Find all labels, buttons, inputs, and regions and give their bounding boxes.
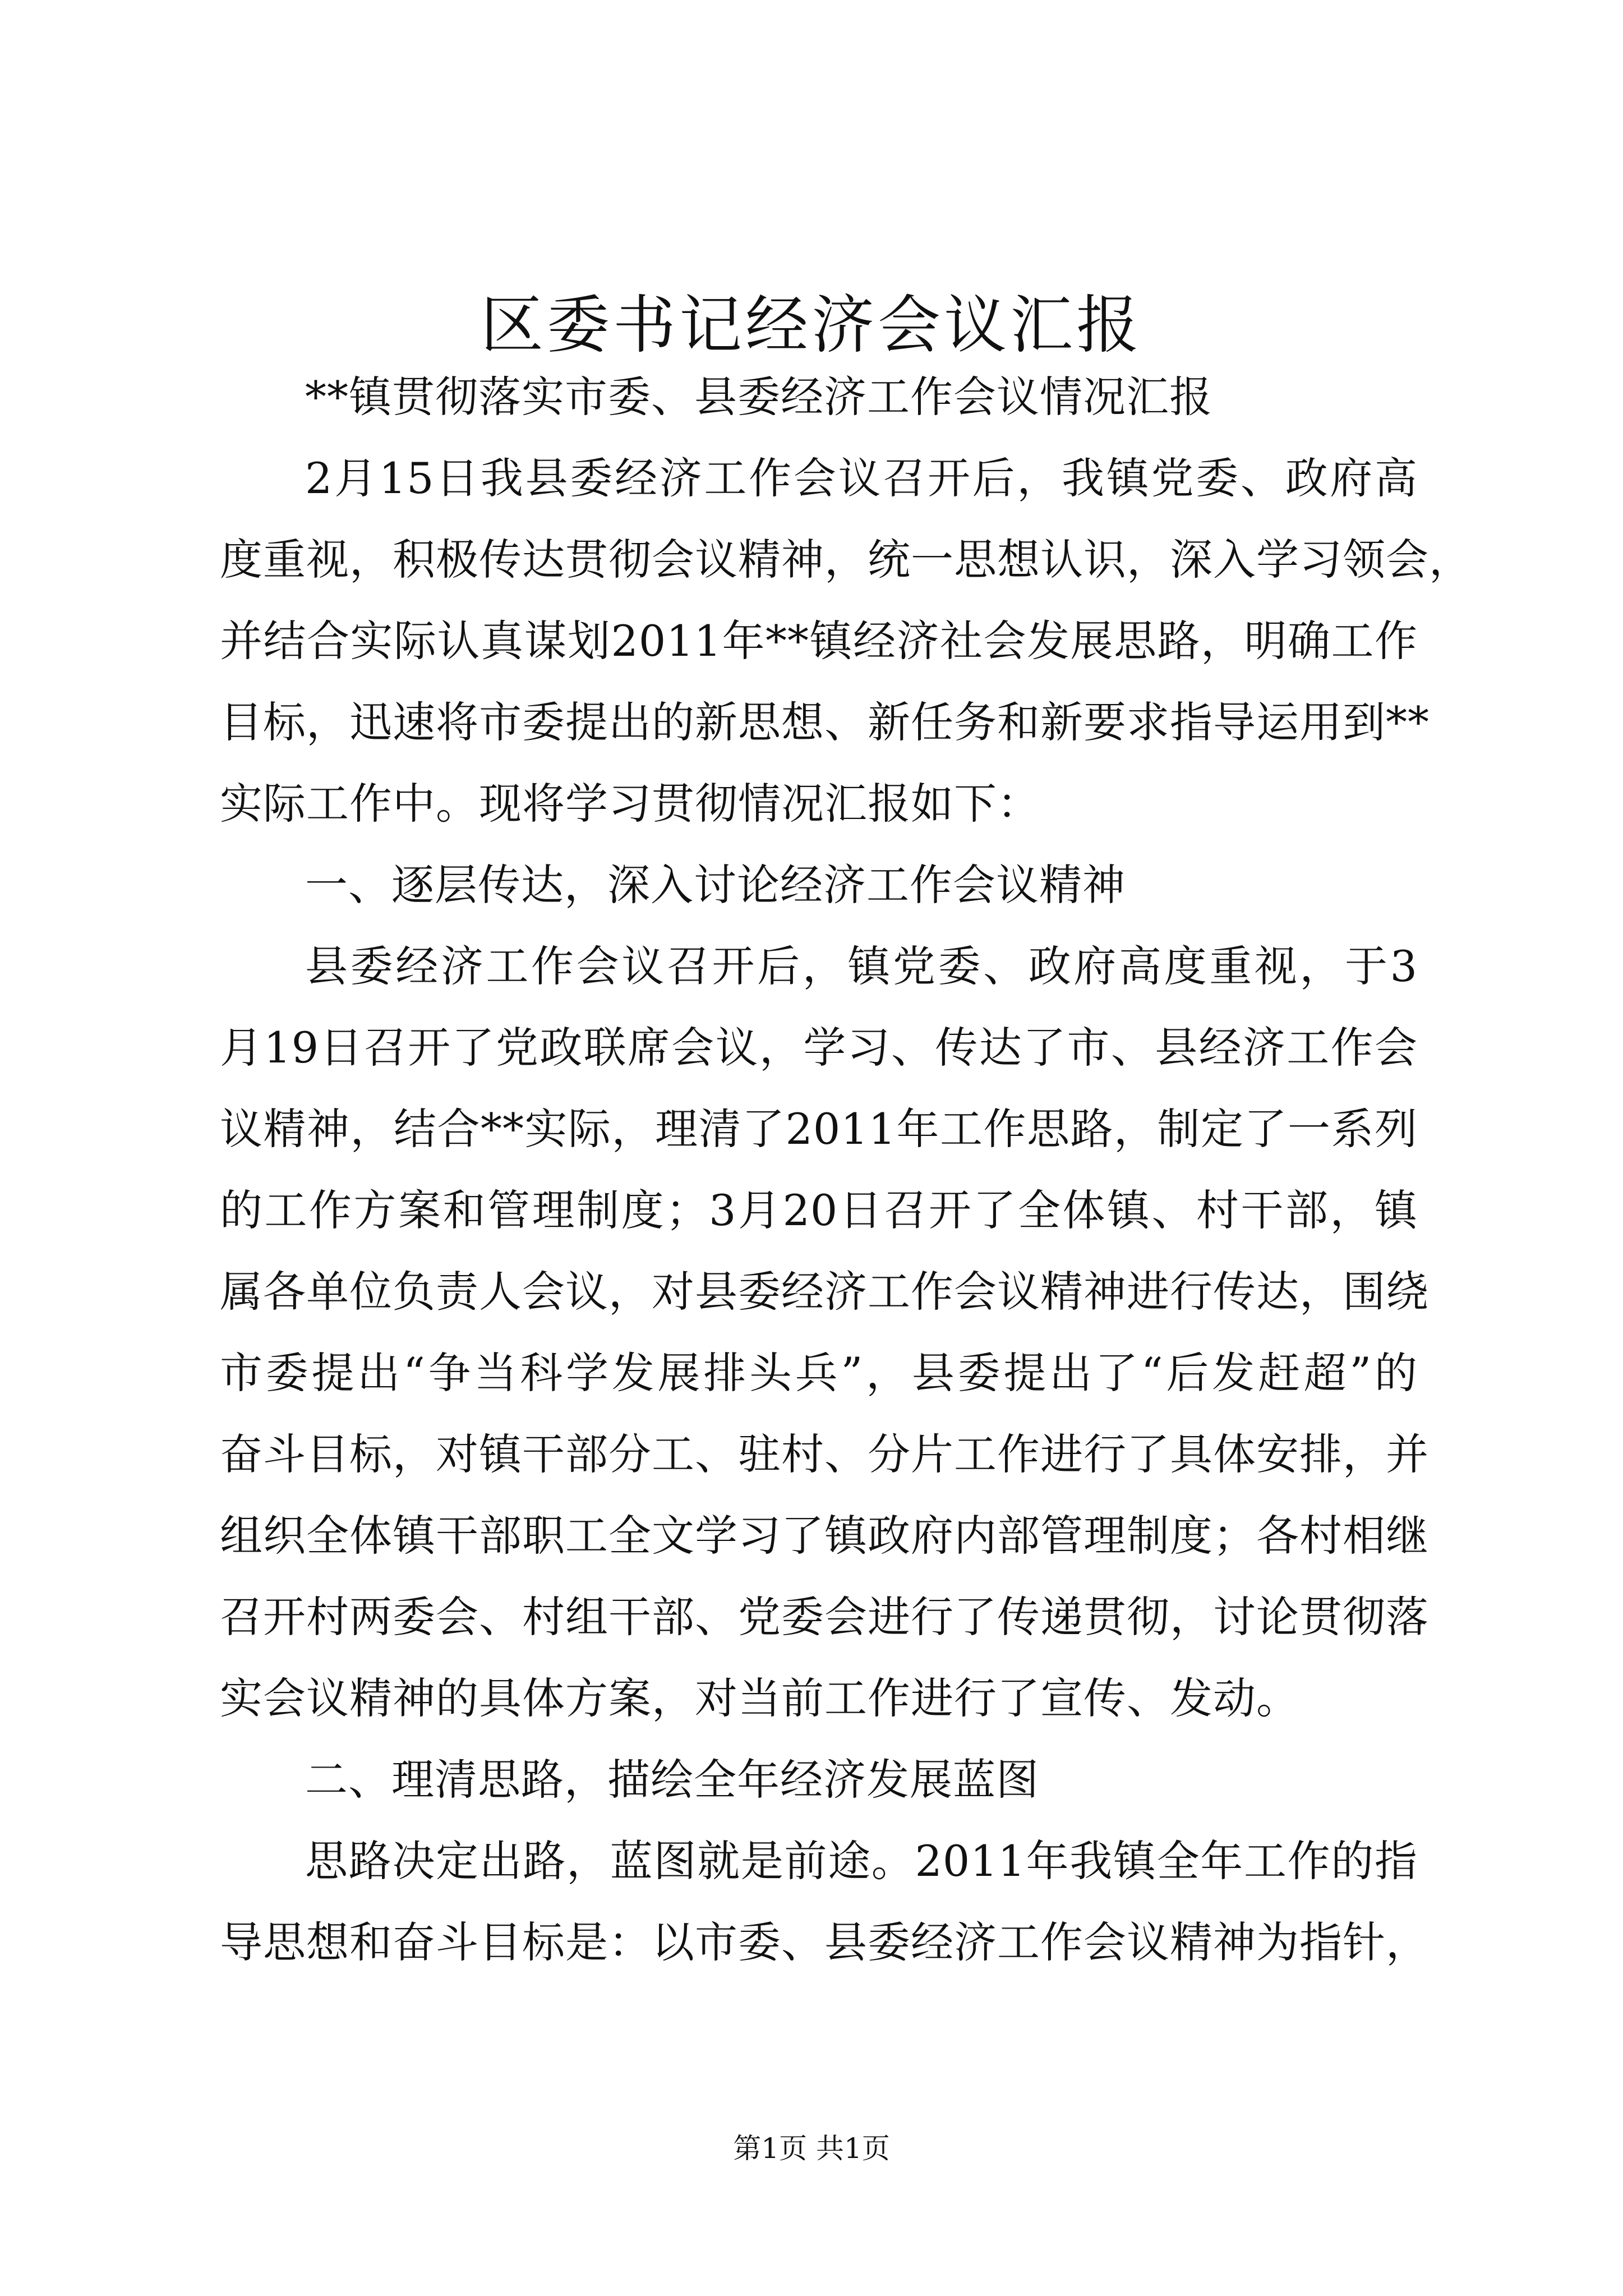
- paragraph-line: 2月15日我县委经济工作会议召开后，我镇党委、政府高: [305, 453, 1418, 503]
- paragraph-line: 市委提出“争当科学发展排头兵”，县委提出了“后发赶超”的: [220, 1348, 1418, 1398]
- paragraph-line: 召开村两委会、村组干部、党委会进行了传递贯彻，讨论贯彻落: [220, 1592, 1429, 1642]
- paragraph-line: 思路决定出路，蓝图就是前途。2011年我镇全年工作的指: [305, 1836, 1418, 1886]
- paragraph-line: 度重视，积极传达贯彻会议精神，统一思想认识，深入学习领会，: [220, 535, 1472, 585]
- paragraph-line: 县委经济工作会议召开后，镇党委、政府高度重视，于3: [305, 941, 1418, 991]
- paragraph-line: 议精神，结合**实际，理清了2011年工作思路，制定了一系列: [220, 1104, 1418, 1154]
- paragraph-line: 月19日召开了党政联席会议，学习、传达了市、县经济工作会: [220, 1023, 1418, 1073]
- section-heading: 二、理清思路，描绘全年经济发展蓝图: [305, 1755, 1039, 1805]
- paragraph-line: 导思想和奋斗目标是：以市委、县委经济工作会议精神为指针，: [220, 1917, 1429, 1967]
- paragraph-line: 并结合实际认真谋划2011年**镇经济社会发展思路，明确工作: [220, 616, 1418, 666]
- paragraph-line: 奋斗目标，对镇干部分工、驻村、分片工作进行了具体安排，并: [220, 1429, 1429, 1479]
- document-body: [220, 356, 1472, 1983]
- paragraph-line: 目标，迅速将市委提出的新思想、新任务和新要求指导运用到**: [220, 697, 1430, 747]
- paragraph-line: 实际工作中。现将学习贯彻情况汇报如下：: [220, 779, 1040, 829]
- paragraph-line: 实会议精神的具体方案，对当前工作进行了宣传、发动。: [220, 1673, 1299, 1723]
- section-heading: 一、逐层传达，深入讨论经济工作会议精神: [305, 860, 1126, 910]
- paragraph-line: 的工作方案和管理制度；3月20日召开了全体镇、村干部，镇: [220, 1185, 1418, 1235]
- document-title: 区委书记经济会议汇报: [481, 289, 1142, 362]
- page-footer: 第1页 共1页: [733, 2132, 890, 2165]
- paragraph-line: 组织全体镇干部职工全文学习了镇政府内部管理制度；各村相继: [220, 1511, 1429, 1561]
- paragraph-line: 属各单位负责人会议，对县委经济工作会议精神进行传达，围绕: [220, 1267, 1429, 1317]
- subtitle-line: **镇贯彻落实市委、县委经济工作会议情况汇报: [305, 372, 1212, 422]
